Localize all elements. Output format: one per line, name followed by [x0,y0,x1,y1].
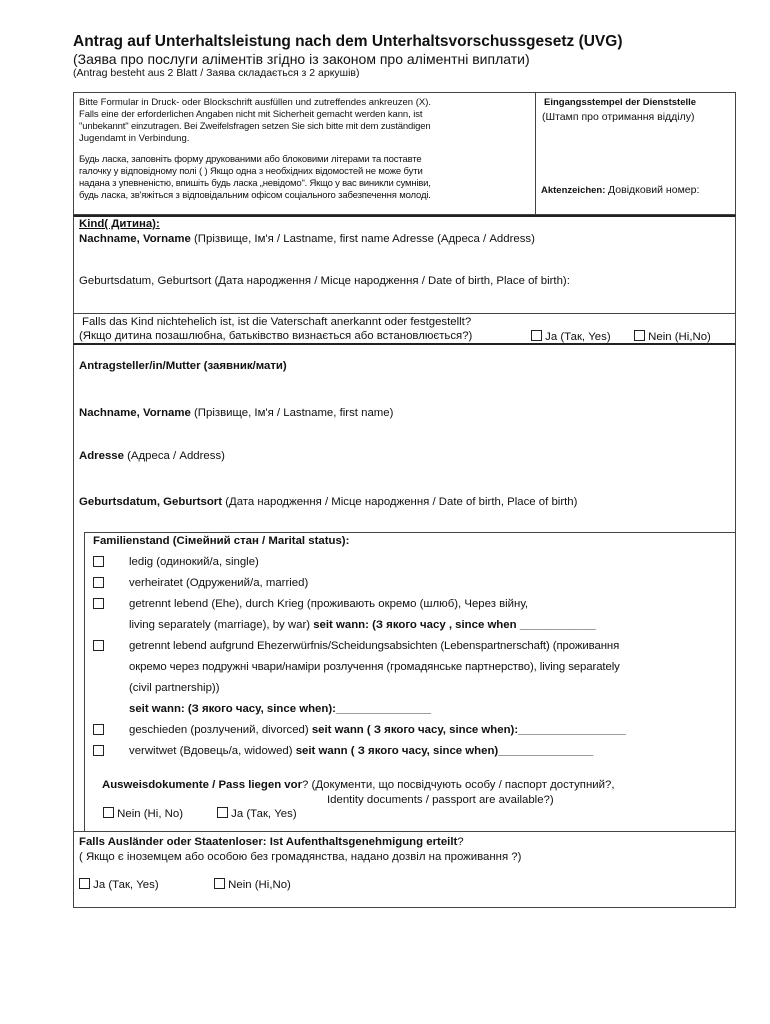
stamp-label: Eingangsstempel der Dienststelle [544,97,697,108]
separated-war-checkbox[interactable] [93,598,104,609]
applicant-name-hint: (Прізвище, Ім'я / Lastname, first name) [194,407,394,419]
foreigner-question-de-row [79,836,464,848]
applicant-address-label: Adresse [79,450,124,462]
form-sheet-note: (Antrag besteht aus 2 Blatt / Заява складається з 2 аркушів) [73,67,360,79]
id-docs-no-checkbox[interactable] [103,807,114,818]
married-label: verheiratet (Одружений/а, married) [129,577,309,589]
marital-heading: Familienstand (Сімейний стан / Marital status): [93,535,350,547]
child-name-label: Nachname, Vorname [79,233,191,245]
id-docs-yes-label: Ja (Так, Yes) [231,808,297,820]
foreigner-yes-label: Ja (Так, Yes) [93,879,159,891]
widowed-checkbox[interactable] [93,745,104,756]
child-birth-field[interactable]: Geburtsdatum, Geburtsort (Дата народження / Місце народження / Date of birth, Place of birth): [79,275,570,287]
instructions-de-1: Bitte Formular in Druck- oder Blockschrift ausfüllen und zutreffendes ankreuzen (X). [79,97,432,108]
instructions-de-4: Jugendamt in Verbindung. [79,133,190,144]
instructions-uk-1: Будь ласка, заповніть форму друкованими або блоковими літерами та поставте [79,154,422,165]
foreigner-question-uk: ( Якщо є іноземцем або особою без громадянства, надано дозвіл на проживання ?) [79,851,522,863]
paternity-yes-checkbox[interactable] [531,330,542,341]
file-number-field[interactable] [541,184,699,196]
separated-partnership-checkbox[interactable] [93,640,104,651]
separated-partnership-label-3: (civil partnership)) [129,682,220,694]
form-title: Antrag auf Unterhaltsleistung nach dem Unterhaltsvorschussgesetz (UVG) [73,33,623,50]
paternity-no-label: Nein (Ні,No) [648,331,711,343]
widowed-row [129,745,593,757]
divorced-label: geschieden (розлучений, divorced) [129,724,309,736]
widowed-label: verwitwet (Вдовець/а, widowed) [129,745,293,757]
applicant-address-field[interactable] [79,450,225,462]
separated-war-since-field[interactable]: seit wann: (З якого часу , since when ____________ [313,619,596,631]
instructions-uk-2: галочку у відповідному полі ( ) Якщо одна з необхідних відомостей не може бути [79,166,423,177]
separated-partnership-since-field[interactable]: seit wann: (З якого часу, since when):_______________ [129,703,431,715]
divorced-row [129,724,626,736]
applicant-name-field[interactable] [79,407,393,419]
paternity-question-uk: (Якщо дитина позашлюбна, батьківство визнається або встановлюється?) [79,330,473,342]
child-heading: Kind( Дитина): [79,218,160,230]
applicant-birth-hint: (Дата народження / Місце народження / Date of birth, Place of birth) [225,496,578,508]
paternity-no-checkbox[interactable] [634,330,645,341]
paternity-no-option[interactable] [634,330,711,343]
paternity-yes-label: Ja (Так, Yes) [545,331,611,343]
id-docs-no-option[interactable] [103,807,183,820]
child-name-hint: (Прізвище, Ім'я / Lastname, first name Adresse (Адреса / Address) [194,233,535,245]
married-checkbox[interactable] [93,577,104,588]
divorced-since-field[interactable]: seit wann ( З якого часу, since when):_________________ [311,724,626,736]
child-name-field[interactable] [79,233,535,245]
paternity-yes-option[interactable] [531,330,611,343]
foreigner-question-de: Falls Ausländer oder Staatenloser: Ist Aufenthaltsgenehmigung erteilt [79,836,458,848]
foreigner-question-mark: ? [457,836,464,848]
foreigner-yes-checkbox[interactable] [79,878,90,889]
divorced-checkbox[interactable] [93,724,104,735]
instructions-uk-3: надана з упевненістю, впишіть будь ласка „невідомо". Якщо у вас виникли сумніви, [79,178,431,189]
id-docs-question-uk: ? (Документи, що посвідчують особу / паспорт доступний?, [302,779,615,791]
id-docs-question-en: Identity documents / passport are available?) [327,794,554,806]
separated-war-label-2 [129,619,596,631]
id-docs-yes-checkbox[interactable] [217,807,228,818]
applicant-address-hint: (Адреса / Address) [127,450,225,462]
id-docs-question [102,779,615,791]
applicant-birth-field[interactable] [79,496,577,508]
applicant-name-label: Nachname, Vorname [79,407,191,419]
separated-partnership-label-1: getrennt lebend aufgrund Ehezerwürfnis/Scheidungsabsichten (Lebenspartnerschaft) (проживання [129,640,620,652]
foreigner-no-label: Nein (Ні,No) [228,879,291,891]
foreigner-yes-option[interactable] [79,878,159,891]
separated-partnership-label-2: окремо через подружні чвари/наміри розлучення (громадянське партнерство), living separately [129,661,620,673]
form-subtitle: (Заява про послуги аліментів згідно із законом про аліментні виплати) [73,51,530,67]
widowed-since-field[interactable]: seit wann ( З якого часу, since when)_______________ [295,745,594,757]
single-checkbox[interactable] [93,556,104,567]
paternity-question-de: Falls das Kind nichtehelich ist, ist die Vaterschaft anerkannt oder festgestellt? [82,316,472,328]
applicant-heading: Antragsteller/in/Mutter (заявник/мати) [79,360,287,372]
single-label: ledig (одинокий/а, single) [129,556,259,568]
stamp-label-uk: (Штамп про отримання відділу) [542,111,695,123]
applicant-birth-label: Geburtsdatum, Geburtsort [79,496,223,508]
instructions-de-2: Falls eine der erforderlichen Angaben nicht mit Sicherheit gemacht werden kann, ist [79,109,423,120]
foreigner-no-checkbox[interactable] [214,878,225,889]
file-number-label: Aktenzeichen: [541,185,606,196]
separated-war-label: getrennt lebend (Ehe), durch Krieg (проживають окремо (шлюб), Через війну, [129,598,529,610]
separated-war-label-en: living separately (marriage), by war) [129,619,311,631]
id-docs-label: Ausweisdokumente / Pass liegen vor [102,779,303,791]
foreigner-no-option[interactable] [214,878,291,891]
id-docs-no-label: Nein (Ні, No) [117,808,183,820]
instructions-uk-4: будь ласка, зв'яжіться з відповідальним офісом соціального забезпечення молоді. [79,190,431,201]
file-number-label-uk: Довідковий номер: [608,184,700,196]
instructions-de-3: "unbekannt" einzutragen. Bei Zweifelsfragen setzen Sie sich bitte mit dem zuständigen [79,121,431,132]
id-docs-yes-option[interactable] [217,807,297,820]
